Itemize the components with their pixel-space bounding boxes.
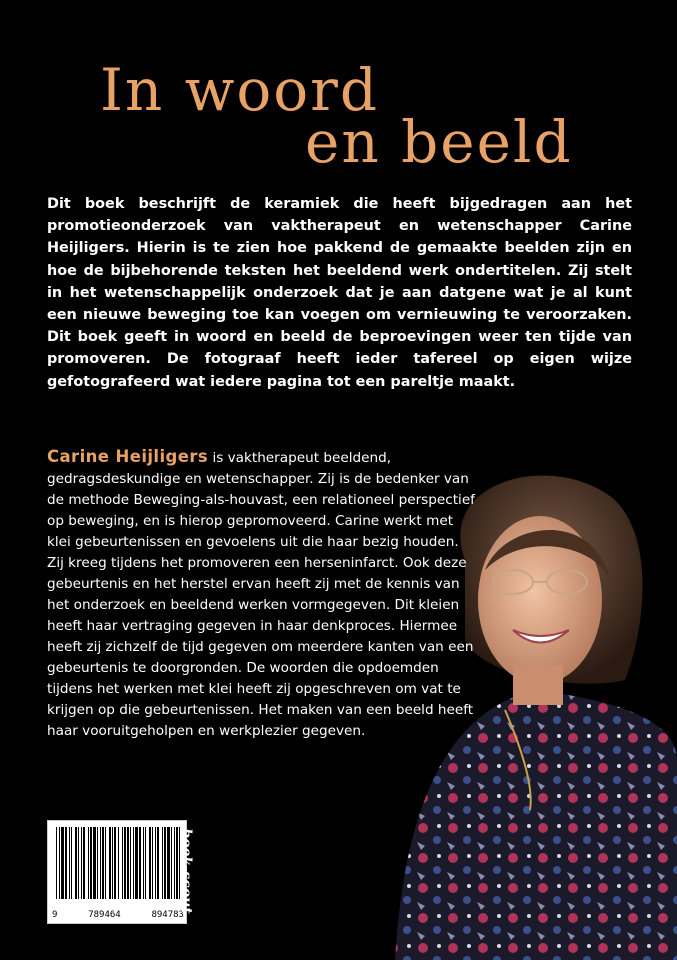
barcode-bar xyxy=(143,827,144,899)
barcode-bar xyxy=(100,827,101,899)
intro-paragraph: Dit boek beschrijft de keramiek die heeft bijgedragen aan het promotieonderzoek van vaktherapeut en wetenschapper Carine Heijligers. Hierin is te zien hoe pakkend de gemaakte beelden zijn en hoe de bijbehorende teksten het beeldend werk ondertitelen. Zij stelt in het wetenschappelijk onderzoek dat je aan datgene wat je al kunt een nieuwe beweging toe kan voegen om vernieuwing te veroorzaken. Dit boek geeft in woord en beeld de beproevingen weer ten tijde van promoveren. De fotograaf heeft ieder tafereel op eigen wijze gefotografeerd wat iedere pagina tot een pareltje maakt. xyxy=(47,196,632,390)
author-bio xyxy=(47,446,477,742)
barcode-bar xyxy=(139,827,141,899)
barcode-bar xyxy=(71,827,72,899)
barcode-bar xyxy=(124,827,126,899)
barcode-bar xyxy=(83,827,85,899)
barcode-bar xyxy=(69,827,70,899)
barcode-group-1: 789464 xyxy=(88,910,121,920)
barcode-bar xyxy=(174,827,175,899)
barcode-bar xyxy=(75,827,77,899)
barcode-bar xyxy=(127,827,129,899)
barcode-bar xyxy=(130,827,131,899)
barcode-bar xyxy=(88,827,89,899)
publisher-name: boek-scout xyxy=(178,828,194,914)
barcode-bar xyxy=(122,827,123,899)
barcode-bar xyxy=(61,827,64,899)
barcode-bar xyxy=(81,827,82,899)
title-line-1: In woord xyxy=(100,56,380,124)
barcode-bar xyxy=(155,827,156,899)
barcode-bar xyxy=(118,827,119,899)
barcode-bar xyxy=(167,827,170,899)
barcode-bar xyxy=(65,827,67,899)
barcode-bar xyxy=(90,827,92,899)
isbn-barcode xyxy=(47,820,187,924)
barcode-bar xyxy=(164,827,166,899)
barcode-bar xyxy=(112,827,113,899)
barcode-bar xyxy=(114,827,116,899)
author-bio-text: is vaktherapeut beeldend, gedragsdeskundige en wetenschapper. Zij is de bedenker van de methode Beweging-als-houvast, een relationeel perspectief op beweging, en is hierop gepromoveerd. Carine werkt met klei gebeurtenissen en gevoelens uit die haar bezig houden. Zij kreeg tijdens het promoveren een herseninfarct. Ook deze gebeurtenis en het herstel ervan heeft zij met de kennis van het onderzoek en beeldend werken vormgegeven. Dit kleien heeft haar vertraging gegeven in haar denkproces. Hiermee heeft zij zichzelf de tijd gegeven om meerdere kanten van een gebeurtenis te doorgronden. De woorden die opdoemden tijdens het werken met klei heeft zij opgeschreven om vat te krijgen op die gebeurtenissen. Het maken van een beeld heeft haar vooruitgeholpen en werkplezier gegeven. xyxy=(47,450,475,739)
publisher-logo xyxy=(176,818,196,924)
barcode-bar xyxy=(56,827,57,899)
author-name: Carine Heijligers xyxy=(47,447,209,466)
barcode-bar xyxy=(105,827,106,899)
barcode-digits xyxy=(52,910,184,920)
book-title xyxy=(100,58,620,178)
barcode-bars xyxy=(54,827,182,899)
title-line-2: en beeld xyxy=(305,108,573,176)
barcode-bar xyxy=(152,827,153,899)
barcode-bar xyxy=(162,827,163,899)
barcode-bar xyxy=(171,827,172,899)
barcode-bar xyxy=(149,827,151,899)
barcode-bar xyxy=(109,827,111,899)
barcode-bar xyxy=(133,827,134,899)
barcode-bar xyxy=(59,827,60,899)
barcode-bar xyxy=(93,827,96,899)
barcode-bar xyxy=(145,827,146,899)
barcode-bar xyxy=(97,827,98,899)
barcode-bar xyxy=(157,827,159,899)
barcode-digit-first: 9 xyxy=(52,910,58,920)
barcode-bar xyxy=(78,827,79,899)
barcode-bar xyxy=(135,827,138,899)
barcode-group-2: 894783 xyxy=(151,910,184,920)
barcode-bar xyxy=(102,827,104,899)
